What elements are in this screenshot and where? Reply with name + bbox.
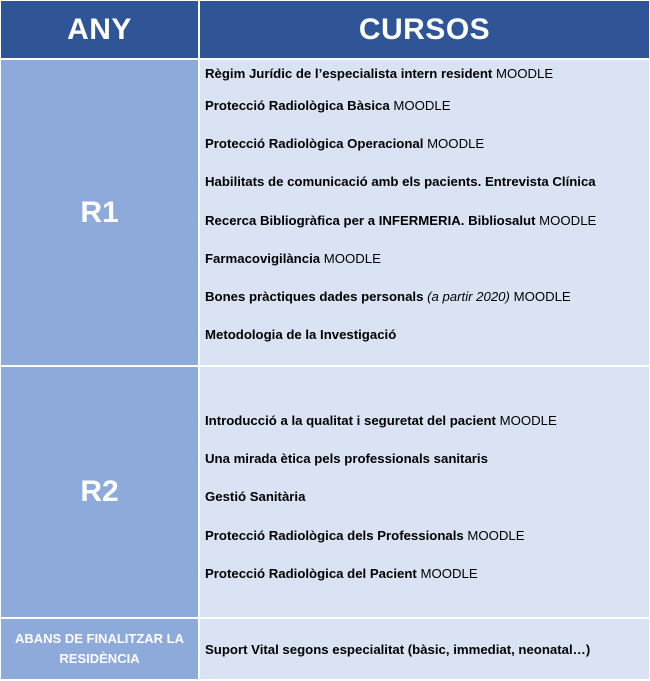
year-r1: R1 bbox=[1, 60, 198, 365]
course-tag: MOODLE bbox=[427, 135, 485, 151]
course-name: Una mirada ètica pels professionals sanitaris bbox=[205, 450, 488, 466]
course-tag: MOODLE bbox=[499, 412, 557, 428]
course-item bbox=[205, 478, 649, 516]
year-before-end: ABANS DE FINALITZAR LA RESIDÈNCIA bbox=[1, 619, 198, 679]
course-item bbox=[205, 86, 649, 124]
course-note: (a partir 2020) bbox=[427, 289, 510, 305]
course-name: Recerca Bibliogràfica per a INFERMERIA. Bibliosalut bbox=[205, 212, 536, 228]
course-name: Protecció Radiològica Bàsica bbox=[205, 97, 390, 113]
course-name: Bones pràctiques dades personals bbox=[205, 289, 424, 305]
course-name: Habilitats de comunicació amb els pacients. Entrevista Clínica bbox=[205, 174, 596, 190]
course-tag: MOODLE bbox=[467, 527, 525, 543]
header-year: ANY bbox=[1, 1, 198, 58]
course-item bbox=[205, 516, 649, 554]
course-name: Protecció Radiològica dels Professionals bbox=[205, 527, 464, 543]
course-name: Protecció Radiològica del Pacient bbox=[205, 565, 417, 581]
courses-r2 bbox=[200, 367, 649, 617]
course-name: Protecció Radiològica Operacional bbox=[205, 135, 424, 151]
course-item bbox=[205, 401, 649, 439]
course-item bbox=[205, 554, 649, 592]
course-name: Règim Jurídic de l’especialista intern resident bbox=[205, 65, 493, 81]
course-name: Farmacovigilància bbox=[205, 250, 321, 266]
course-name: Metodologia de la Investigació bbox=[205, 327, 397, 343]
course-tag: MOODLE bbox=[495, 65, 554, 81]
courses-before-end bbox=[200, 619, 649, 679]
course-tag: MOODLE bbox=[393, 97, 451, 113]
course-name: Introducció a la qualitat i seguretat del pacient bbox=[205, 412, 496, 428]
course-item bbox=[205, 60, 649, 86]
courses-table bbox=[1, 1, 649, 679]
course-item bbox=[205, 124, 649, 162]
header-courses: CURSOS bbox=[200, 1, 649, 58]
course-item bbox=[205, 239, 649, 277]
year-r2: R2 bbox=[1, 367, 198, 617]
course-item bbox=[205, 201, 649, 239]
courses-r1 bbox=[200, 60, 649, 365]
course-name: Suport Vital segons especialitat (bàsic, immediat, neonatal…) bbox=[205, 641, 591, 657]
course-name: Gestió Sanitària bbox=[205, 489, 306, 505]
course-tag: MOODLE bbox=[420, 565, 478, 581]
course-tag: MOODLE bbox=[323, 250, 381, 266]
course-item bbox=[205, 316, 649, 354]
course-tag: MOODLE bbox=[539, 212, 597, 228]
course-item bbox=[205, 163, 649, 201]
course-item bbox=[205, 439, 649, 477]
course-tag: MOODLE bbox=[513, 289, 571, 305]
course-item bbox=[205, 277, 649, 315]
